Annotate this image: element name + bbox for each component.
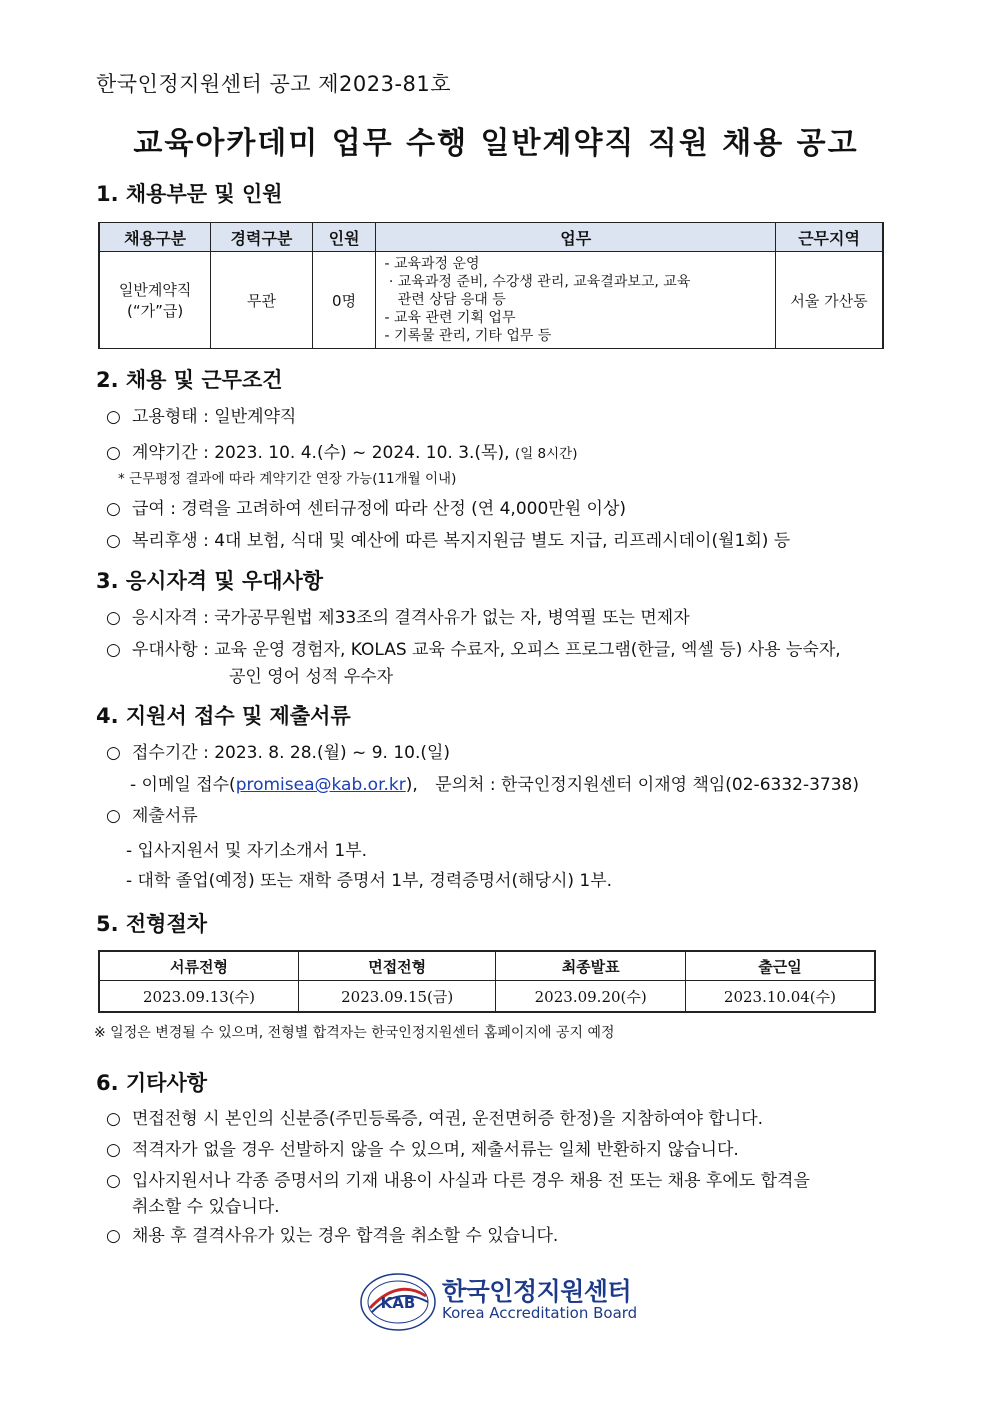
- circle-bullet-icon: ○: [106, 640, 121, 660]
- documents-label-line: [106, 801, 198, 826]
- qualification-line: [106, 603, 690, 628]
- preference-continuation: 공인 영어 성적 우수자: [229, 667, 394, 687]
- header-duties: 업무: [376, 223, 776, 252]
- circle-bullet-icon: ○: [106, 443, 121, 463]
- kab-emblem-icon: [358, 1272, 438, 1332]
- cell-location: 서울 가산동: [775, 252, 883, 349]
- email-prefix: - 이메일 접수(: [130, 775, 236, 795]
- date-document-screening: 2023.09.13(수): [99, 981, 298, 1013]
- positions-table: [98, 222, 884, 349]
- emblem-text: KAB: [380, 1294, 416, 1312]
- header-document-screening: 서류전형: [99, 951, 298, 981]
- salary: 급여 : 경력을 고려하여 센터규정에 따라 산정 (연 4,000만원 이상): [132, 499, 626, 519]
- document-title: 교육아카데미 업무 수행 일반계약직 직원 채용 공고: [133, 126, 859, 161]
- header-count: 인원: [312, 223, 376, 252]
- email-suffix: ),: [405, 775, 418, 795]
- employment-type: 고용형태 : 일반계약직: [132, 407, 297, 427]
- header-location: 근무지역: [775, 223, 883, 252]
- table-row: [99, 981, 875, 1013]
- circle-bullet-icon: ○: [106, 531, 121, 551]
- misc-text: 면접전형 시 본인의 신분증(주민등록증, 여권, 운전면허증 한정)을 지참하여야 합니다.: [132, 1109, 764, 1129]
- date-final-announcement: 2023.09.20(수): [496, 981, 686, 1013]
- header-category: 채용구분: [99, 223, 211, 252]
- documents-label: 제출서류: [132, 806, 198, 826]
- misc-item: [106, 1104, 763, 1129]
- cell-duties: [376, 252, 776, 349]
- contact-info: 문의처 : 한국인정지원센터 이재영 책임(02-6332-3738): [435, 775, 859, 795]
- salary-line: [106, 494, 626, 519]
- section-4-heading: 4. 지원서 접수 및 제출서류: [96, 704, 351, 728]
- logo-name-en: Korea Accreditation Board: [442, 1304, 638, 1322]
- kab-logo: [358, 1272, 648, 1332]
- logo-name-kr: 한국인정지원센터: [442, 1277, 632, 1306]
- section-2-heading: 2. 채용 및 근무조건: [96, 368, 283, 392]
- misc-item: [106, 1221, 558, 1246]
- duty-line: - 교육과정 운영: [384, 256, 480, 272]
- header-interview: 면접전형: [298, 951, 495, 981]
- schedule-note: ※ 일정은 변경될 수 있으며, 전형별 합격자는 한국인정지원센터 홈페이지에 공지 예정: [94, 1025, 615, 1041]
- preference-line: [106, 635, 841, 660]
- schedule-header-row: [99, 951, 875, 981]
- welfare-line: [106, 526, 790, 551]
- duty-line: - 기록물 관리, 기타 업무 등: [384, 328, 552, 344]
- application-period: 접수기간 : 2023. 8. 28.(월) ~ 9. 10.(일): [132, 743, 451, 763]
- section-3-heading: 3. 응시자격 및 우대사항: [96, 569, 324, 593]
- section-5-heading: 5. 전형절차: [96, 912, 208, 936]
- circle-bullet-icon: ○: [106, 499, 121, 519]
- contract-period-line: [106, 438, 577, 463]
- document-item: - 대학 졸업(예정) 또는 재학 증명서 1부, 경력증명서(해당시) 1부.: [126, 871, 613, 891]
- application-period-line: [106, 738, 450, 763]
- preference: 우대사항 : 교육 운영 경험자, KOLAS 교육 수료자, 오피스 프로그램(한글, 엑셀 등) 사용 능숙자,: [132, 640, 841, 660]
- duty-line: 관련 상담 응대 등: [384, 292, 506, 308]
- section-1-heading: 1. 채용부문 및 인원: [96, 182, 283, 206]
- misc-item: [106, 1166, 810, 1191]
- schedule-table: [98, 950, 876, 1013]
- circle-bullet-icon: ○: [106, 743, 121, 763]
- circle-bullet-icon: ○: [106, 608, 121, 628]
- date-interview: 2023.09.15(금): [298, 981, 495, 1013]
- contract-hours: (일 8시간): [514, 446, 578, 462]
- circle-bullet-icon: ○: [106, 407, 121, 427]
- contract-note: * 근무평정 결과에 따라 계약기간 연장 가능(11개월 이내): [118, 471, 457, 487]
- header-start-date: 출근일: [685, 951, 875, 981]
- misc-item: [106, 1135, 739, 1160]
- positions-table-header: [99, 223, 883, 252]
- cell-count: 0명: [312, 252, 376, 349]
- category-line-1: 일반계약직: [118, 281, 192, 299]
- misc-text: 적격자가 없을 경우 선발하지 않을 수 있으며, 제출서류는 일체 반환하지 않습니다.: [132, 1140, 739, 1160]
- circle-bullet-icon: ○: [106, 1140, 121, 1160]
- cell-career: 무관: [211, 252, 313, 349]
- welfare: 복리후생 : 4대 보험, 식대 및 예산에 따른 복지지원금 별도 지급, 리프레시데이(월1회) 등: [132, 531, 791, 551]
- category-line-2: (“가”급): [126, 302, 184, 320]
- circle-bullet-icon: ○: [106, 1171, 121, 1191]
- email-link[interactable]: promisea@kab.or.kr: [235, 775, 406, 795]
- document-item: - 입사지원서 및 자기소개서 1부.: [126, 841, 368, 861]
- header-final-announcement: 최종발표: [496, 951, 686, 981]
- misc-continuation: 취소할 수 있습니다.: [132, 1197, 280, 1217]
- qualification: 응시자격 : 국가공무원법 제33조의 결격사유가 없는 자, 병역필 또는 면제자: [132, 608, 690, 628]
- employment-type-line: [106, 402, 296, 427]
- header-career: 경력구분: [211, 223, 313, 252]
- duty-line: - 교육 관련 기획 업무: [384, 310, 516, 326]
- notice-number: 한국인정지원센터 공고 제2023-81호: [96, 72, 452, 96]
- table-row: [99, 252, 883, 349]
- cell-category: [99, 252, 211, 349]
- circle-bullet-icon: ○: [106, 1226, 121, 1246]
- misc-text: 입사지원서나 각종 증명서의 기재 내용이 사실과 다른 경우 채용 전 또는 채용 후에도 합격을: [132, 1171, 810, 1191]
- duty-line: · 교육과정 준비, 수강생 관리, 교육결과보고, 교육: [384, 274, 691, 290]
- circle-bullet-icon: ○: [106, 806, 121, 826]
- circle-bullet-icon: ○: [106, 1109, 121, 1129]
- misc-text: 채용 후 결격사유가 있는 경우 합격을 취소할 수 있습니다.: [132, 1226, 559, 1246]
- date-start: 2023.10.04(수): [685, 981, 875, 1013]
- email-contact-line: [130, 770, 859, 795]
- section-6-heading: 6. 기타사항: [96, 1071, 208, 1095]
- contract-period: 계약기간 : 2023. 10. 4.(수) ~ 2024. 10. 3.(목),: [132, 443, 510, 463]
